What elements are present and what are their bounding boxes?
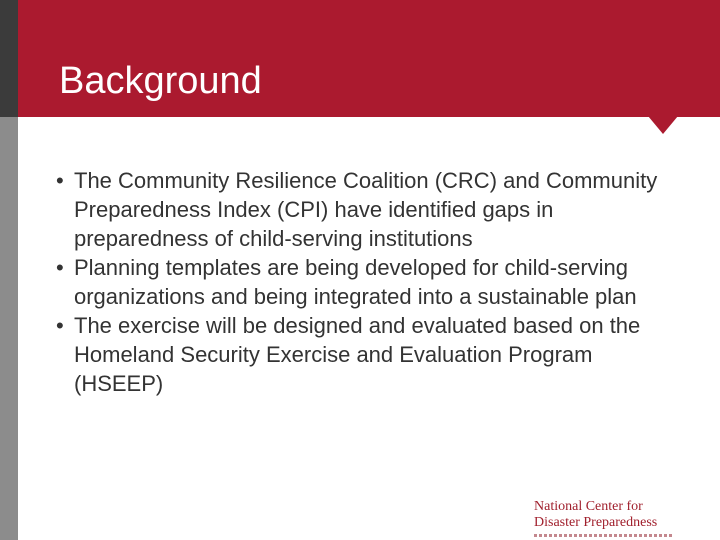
bullet-marker: • [56,168,64,193]
bullet-marker: • [56,255,64,280]
bullet-text: The exercise will be designed and evaluated based on the Homeland Security Exercise and Evaluation Program (HSEEP) [74,313,641,396]
logo-name-line1: National Center for [534,499,643,514]
bullet-item [56,311,676,398]
logo-name-line2: Disaster Preparedness [534,515,658,530]
left-accent-strip-gray [0,117,18,540]
bullet-item [56,166,676,253]
left-accent-strip-dark [0,0,18,117]
logo-tagline-strip [534,534,672,537]
bullet-text: The Community Resilience Coalition (CRC) and Community Preparedness Index (CPI) have identified gaps in preparedness of child-serving institutions [74,168,658,251]
bullet-marker: • [56,313,64,338]
organization-logo [534,499,684,537]
slide-title: Background [59,60,262,102]
bullet-text: Planning templates are being developed for child-serving organizations and being integrated into a sustainable plan [74,255,637,309]
bullet-list [56,166,676,398]
title-banner-pointer [648,116,678,134]
bullet-item [56,253,676,311]
